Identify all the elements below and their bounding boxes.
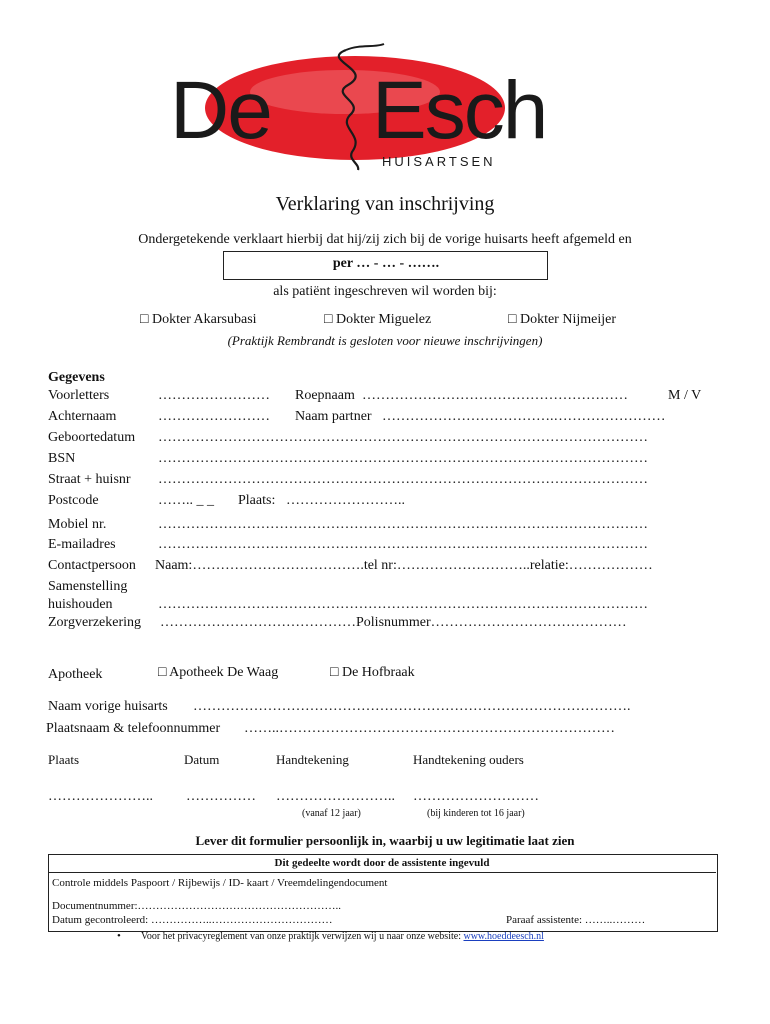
- svg-text:De: De: [170, 65, 271, 156]
- plaats-field[interactable]: ……………………..: [286, 493, 405, 508]
- sig-header-handtekening: Handtekening: [276, 752, 349, 767]
- assistant-header: Dit gedeelte wordt door de assistente ingevuld: [274, 857, 490, 869]
- sig-note-12: (vanaf 12 jaar): [302, 808, 361, 819]
- bsn-field[interactable]: ……………………………………………………………………………………………: [158, 451, 648, 466]
- email-field[interactable]: ……………………………………………………………………………………………: [158, 537, 648, 552]
- assistant-controle: Controle middels Paspoort / Rijbewijs / ID- kaart / Vreemdelingendocument: [52, 877, 388, 889]
- geboortedatum-label: Geboortedatum: [48, 430, 136, 445]
- contactpersoon-label: Contactpersoon: [48, 558, 136, 573]
- apotheek-option-hofbraak[interactable]: □ De Hofbraak: [330, 665, 415, 680]
- intro-text-2: als patiënt ingeschreven wil worden bij:: [273, 284, 497, 299]
- doctor-option-nijmeijer[interactable]: □ Dokter Nijmeijer: [508, 312, 616, 327]
- privacy-text: Voor het privacyreglement van onze praktijk verwijzen wij u naar onze website:: [141, 931, 464, 942]
- apotheek-option-de-waag[interactable]: □ Apotheek De Waag: [158, 665, 279, 680]
- privacy-bullet: •: [117, 930, 121, 942]
- postcode-field[interactable]: …….. _ _: [158, 493, 214, 508]
- privacy-line: [141, 931, 544, 942]
- roepnaam-label: Roepnaam: [295, 388, 355, 403]
- roepnaam-field[interactable]: …………………………………………………: [362, 388, 628, 403]
- voorletters-label: Voorletters: [48, 388, 110, 403]
- plaatsnaam-field[interactable]: ……..………………………………………………………………: [244, 721, 615, 736]
- samenstelling-label: Samenstelling: [48, 579, 128, 594]
- contactpersoon-field[interactable]: Naam:……………………………….tel nr:………………………..relatie:………………: [155, 558, 653, 573]
- per-date-text: per … - … - …….: [332, 256, 440, 271]
- voorletters-field[interactable]: ……………………: [158, 388, 270, 403]
- website-link[interactable]: www.hoeddeesch.nl: [463, 931, 544, 942]
- page-title: Verklaring van inschrijving: [275, 193, 495, 215]
- apotheek-label: Apotheek: [48, 667, 103, 682]
- intro-text: Ondergetekende verklaart hierbij dat hij/zij zich bij de vorige huisarts heeft afgemeld en: [138, 232, 632, 247]
- svg-text:HUISARTSEN: HUISARTSEN: [382, 154, 496, 169]
- gender-field[interactable]: M / V: [668, 388, 702, 403]
- sig-note-16: (bij kinderen tot 16 jaar): [427, 808, 525, 819]
- plaats-label: Plaats:: [238, 493, 276, 508]
- sig-plaats-field[interactable]: …………………..: [48, 789, 153, 804]
- postcode-label: Postcode: [48, 493, 99, 508]
- sig-header-datum: Datum: [184, 752, 220, 767]
- assistant-documentnummer[interactable]: Documentnummer:………………………………………………..: [52, 900, 342, 912]
- doctors-note: (Praktijk Rembrandt is gesloten voor nieuwe inschrijvingen): [227, 333, 543, 348]
- achternaam-field[interactable]: ……………………: [158, 409, 270, 424]
- naam-partner-label: Naam partner: [295, 409, 372, 424]
- assistant-datum[interactable]: Datum gecontroleerd: ……………..……………………………: [52, 914, 333, 926]
- straat-label: Straat + huisnr: [48, 472, 131, 487]
- email-label: E-mailadres: [48, 537, 116, 552]
- naam-partner-field[interactable]: ……………………………….……………………: [382, 409, 666, 424]
- doctor-option-miguelez[interactable]: □ Dokter Miguelez: [324, 312, 432, 327]
- vorige-huisarts-field[interactable]: ………………………………………………………………………………….: [193, 699, 631, 714]
- sig-header-ouders: Handtekening ouders: [413, 752, 524, 767]
- plaatsnaam-label: Plaatsnaam & telefoonnummer: [46, 721, 221, 736]
- doctor-option-akarsubasi[interactable]: □ Dokter Akarsubasi: [140, 312, 257, 327]
- svg-text:Esch: Esch: [372, 65, 547, 156]
- logo: [160, 40, 590, 175]
- bsn-label: BSN: [48, 451, 76, 466]
- gegevens-heading: Gegevens: [48, 370, 105, 385]
- straat-field[interactable]: ……………………………………………………………………………………………: [158, 472, 648, 487]
- geboortedatum-field[interactable]: ……………………………………………………………………………………………: [158, 430, 648, 445]
- zorgverzekering-label: Zorgverzekering: [48, 615, 142, 630]
- achternaam-label: Achternaam: [48, 409, 117, 424]
- vorige-huisarts-label: Naam vorige huisarts: [48, 699, 168, 714]
- sig-handtekening-field[interactable]: ……………………..: [276, 789, 395, 804]
- zorgverzekering-field[interactable]: ……………………………………Polisnummer……………………………………: [160, 615, 627, 630]
- mobiel-field[interactable]: ……………………………………………………………………………………………: [158, 517, 648, 532]
- assistant-paraaf[interactable]: Paraaf assistente: ……..………: [506, 914, 646, 926]
- mobiel-label: Mobiel nr.: [48, 517, 107, 532]
- lever-instruction: Lever dit formulier persoonlijk in, waarbij u uw legitimatie laat zien: [195, 833, 575, 848]
- sig-datum-field[interactable]: ……………: [186, 789, 256, 804]
- sig-header-plaats: Plaats: [48, 752, 80, 767]
- samenstelling-field[interactable]: ……………………………………………………………………………………………: [158, 597, 648, 612]
- logo-graphic: [160, 40, 590, 175]
- huishouden-label: huishouden: [48, 597, 113, 612]
- sig-ouders-field[interactable]: ………………………: [413, 789, 539, 804]
